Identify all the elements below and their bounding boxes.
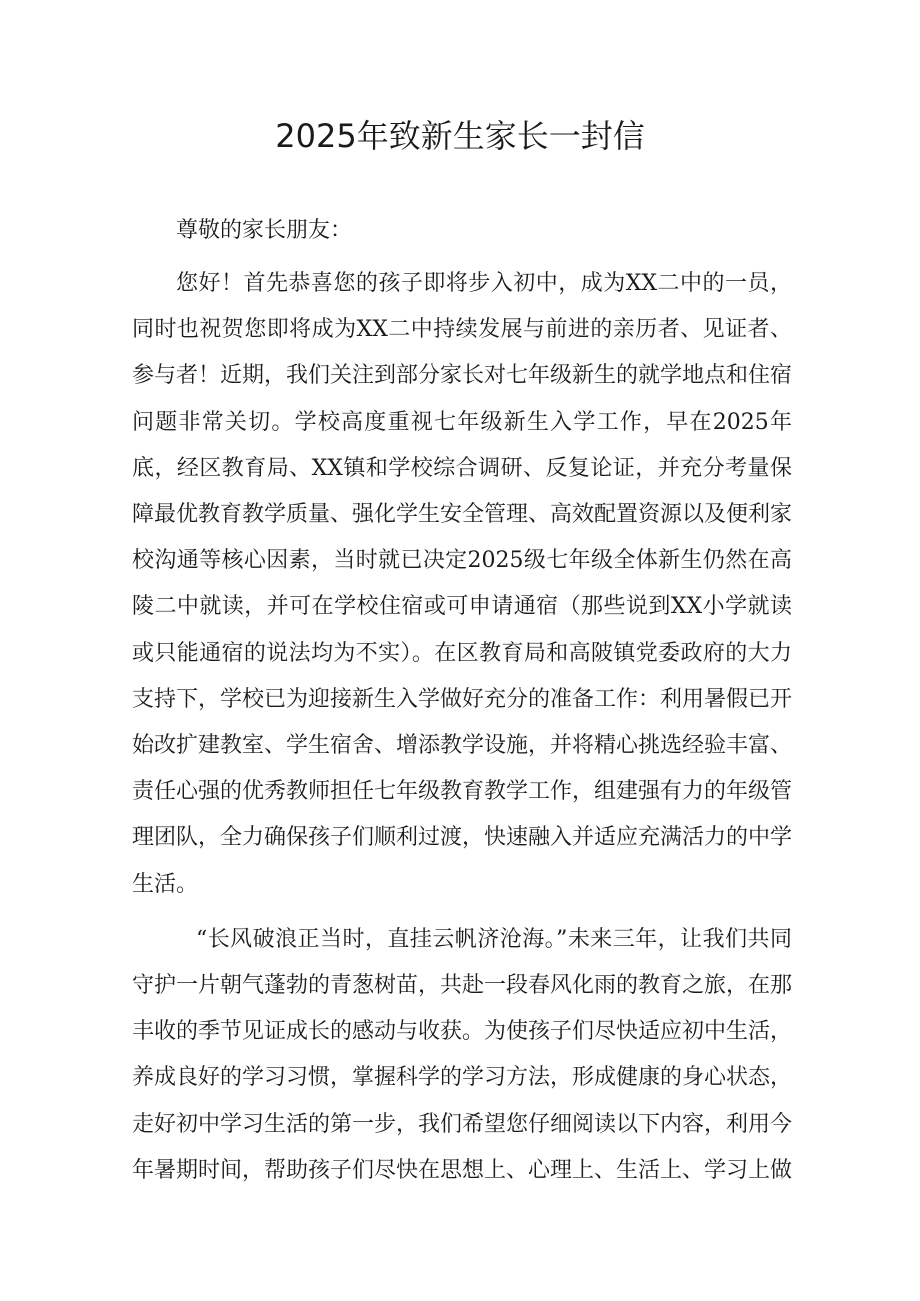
salutation: 尊敬的家长朋友： — [176, 218, 353, 243]
document-title: 2025年致新生家长一封信 — [275, 117, 645, 155]
letter-body — [132, 208, 792, 1194]
paragraph-1: 您好！首先恭喜您的孩子即将步入初中，成为XX二中的一员，同时也祝贺您即将成为XX二中持续发展与前进的亲历者、见证者、参与者！近期，我们关注到部分家长对七年级新生的就学地点和住宿问题非常关切。学校高度重视七年级新生入学工作，早在2025年底，经区教育局、XX镇和学校综合调研、反复论证，并充分考量保障最优教育教学质量、强化学生安全管理、高效配置资源以及便利家校沟通等核心因素，当时就已决定2025级七年级全体新生仍然在高陵二中就读，并可在学校住宿或可申请通宿（那些说到XX小学就读或只能通宿的说法均为不实）。在区教育局和高陂镇党委政府的大力支持下，学校已为迎接新生入学做好充分的准备工作：利用暑假已开始改扩建教室、学生宿舍、增添教学设施，并将精心挑选经验丰富、责任心强的优秀教师担任七年级教育教学工作，组建强有力的年级管理团队，全力确保孩子们顺利过渡，快速融入并适应充满活力的中学生活。 — [132, 271, 793, 897]
paragraph-2: “长风破浪正当时，直挂云帆济沧海。”未来三年，让我们共同守护一片朝气蓬勃的青葱树苗，共赴一段春风化雨的教育之旅，在那丰收的季节见证成长的感动与收获。为使孩子们尽快适应初中生活，养成良好的学习习惯，掌握科学的学习方法，形成健康的身心状态，走好初中学习生活的第一步，我们希望您仔细阅读以下内容，利用今年暑期时间，帮助孩子们尽快在思想上、心理上、生活上、学习上做 — [132, 926, 793, 1183]
